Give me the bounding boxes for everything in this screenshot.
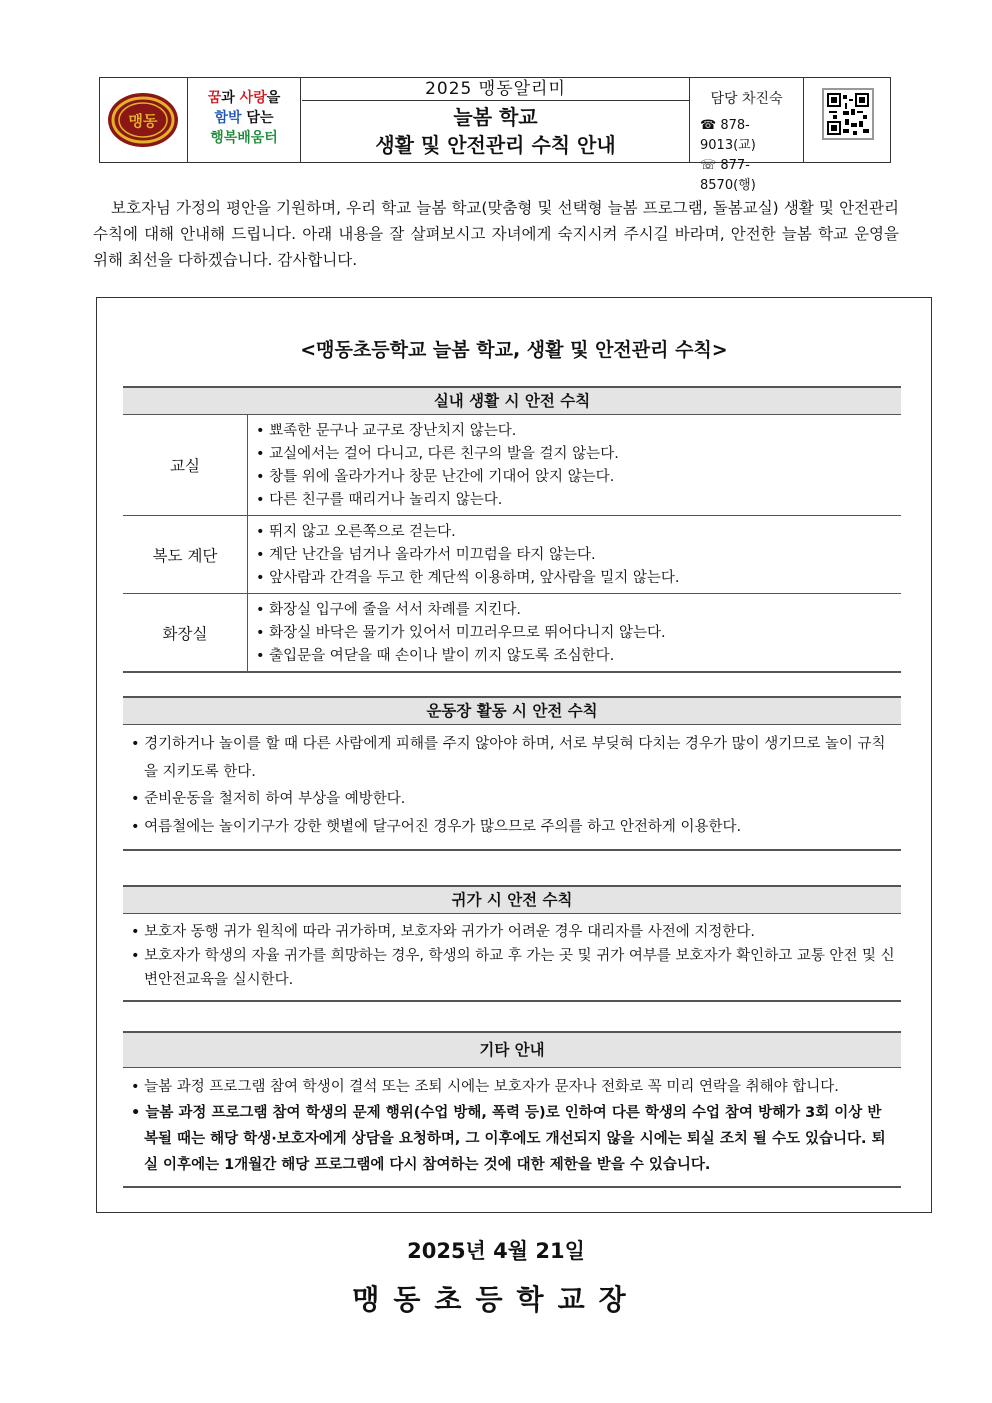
slogan-word-love: 사랑 [239,90,267,106]
row-items-restroom [248,594,902,673]
slogan-word-and: 과 [221,90,240,106]
row-label-classroom: 교실 [123,415,248,516]
list-item: • 창틀 위에 올라가거나 창문 난간에 기대어 앉지 않는다. [256,466,901,489]
slogan-word-hambak: 함박 [214,110,242,126]
table-row [123,415,901,516]
list-item: • 보호자 동행 귀가 원칙에 따라 귀가하며, 보호자와 귀가가 어려운 경우 대리자를 사전에 지정한다. [131,920,895,944]
rules-main-title: <맹동초등학교 늘봄 학교, 생활 및 안전관리 수칙> [300,339,728,361]
slogan-cell [188,78,301,162]
logo-text: 맹동 [128,112,158,130]
indoor-heading: 실내 생활 시 안전 수칙 [123,386,901,415]
list-item: • 뛰지 않고 오른쪽으로 걷는다. [256,521,901,544]
list-item: • 뾰족한 문구나 교구로 장난치지 않는다. [256,420,901,443]
school-logo-cell [100,78,188,162]
list-item: • 출입문을 여닫을 때 손이나 발이 끼지 않도록 조심한다. [256,645,901,668]
list-item: • 경기하거나 놀이를 할 때 다른 사람에게 피해를 주지 않아야 하며, 서로 부딪혀 다치는 경우가 많이 생기므로 놀이 규칙을 지키도록 한다. [131,731,895,786]
slogan-word-eul: 을 [266,90,281,106]
qr-code-icon[interactable] [822,88,874,140]
list-item: • 화장실 입구에 줄을 서서 차례를 지킨다. [256,599,901,622]
rules-frame [96,297,932,1213]
playground-heading: 운동장 활동 시 안전 수칙 [123,696,901,725]
playground-list [123,725,901,851]
school-principal: 맹동초등학교장 [352,1283,640,1316]
indoor-table [123,415,901,673]
row-items-classroom [248,415,902,516]
contact-cell [690,78,804,193]
homecoming-section [123,885,901,1002]
list-item: • 여름철에는 놀이기구가 강한 햇볕에 달구어진 경우가 많으므로 주의를 하고 안전하게 이용한다. [131,814,895,842]
homecoming-list [123,914,901,1002]
row-items-hallway [248,516,902,594]
page-title: 늘봄 학교 [453,105,538,129]
table-row [123,516,901,594]
intro-paragraph: 보호자님 가정의 평안을 기원하며, 우리 학교 늘봄 학교(맞춤형 및 선택형 늘봄 프로그램, 돌봄교실) 생활 및 안전관리 수칙에 대해 안내해 드립니다. 아래 내용을 잘 살펴보시고 자녀에게 숙지시켜 주시길 바라며, 안전한 늘봄 학교 운영을 위해 최선을 다하겠습니다. 감사합니다. [93,199,899,269]
issue-date: 2025년 4월 21일 [407,1239,585,1263]
school-logo [100,78,187,162]
other-section [123,1031,901,1188]
title-cell [302,78,690,162]
list-item: • 늘봄 과정 프로그램 참여 학생이 결석 또는 조퇴 시에는 보호자가 문자나 전화로 꼭 미리 연락을 취해야 합니다. [131,1074,895,1100]
list-item: • 화장실 바닥은 물기가 있어서 미끄러우므로 뛰어다니지 않는다. [256,622,901,645]
list-item: • 준비운동을 철저히 하여 부상을 예방한다. [131,786,895,814]
list-item: • 계단 난간을 넘거나 올라가서 미끄럼을 타지 않는다. [256,544,901,567]
phone-school: ☎ 878-9013(교) [700,118,756,153]
page-subtitle: 생활 및 안전관리 수칙 안내 [375,133,616,157]
slogan-word-dream: 꿈 [207,90,222,106]
manager-name: 담당 차진숙 [710,91,783,107]
qr-cell [804,78,890,162]
row-label-hallway: 복도 계단 [123,516,248,594]
list-item: • 교실에서는 걸어 다니고, 다른 친구의 발을 걸지 않는다. [256,443,901,466]
list-item: • 다른 친구를 때리거나 놀리지 않는다. [256,489,901,512]
other-heading: 기타 안내 [123,1031,901,1068]
header-box [99,77,891,193]
row-label-restroom: 화장실 [123,594,248,673]
newsletter-name: 2025 맹동알리미 [302,78,689,101]
list-item: • 앞사람과 간격을 두고 한 계단씩 이용하며, 앞사람을 밀지 않는다. [256,567,901,590]
playground-section [123,696,901,851]
phone-admin: ☏ 877-8570(행) [700,158,756,193]
list-item: • 늘봄 과정 프로그램 참여 학생의 문제 행위(수업 방해, 폭력 등)로 인하여 다른 학생의 수업 참여 방해가 3회 이상 반복될 때는 해당 학생·보호자에게 상담을 요청하며, 그 이후에도 개선되지 않을 시에는 퇴실 조치 될 수도 있습니다. 퇴실 이후에는 1개월간 해당 프로그램에 다시 참여하는 것에 대한 제한을 받을 수 있습니다. [131,1100,895,1178]
list-item: • 보호자가 학생의 자율 귀가를 희망하는 경우, 학생의 하교 후 가는 곳 및 귀가 여부를 보호자가 확인하고 교통 안전 및 신변안전교육을 실시한다. [131,944,895,992]
homecoming-heading: 귀가 시 안전 수칙 [123,885,901,914]
other-list [123,1068,901,1188]
indoor-section [123,386,901,673]
slogan-word-happy: 행복배움터 [210,130,278,146]
table-row [123,594,901,673]
slogan-word-contain: 담는 [241,110,274,126]
